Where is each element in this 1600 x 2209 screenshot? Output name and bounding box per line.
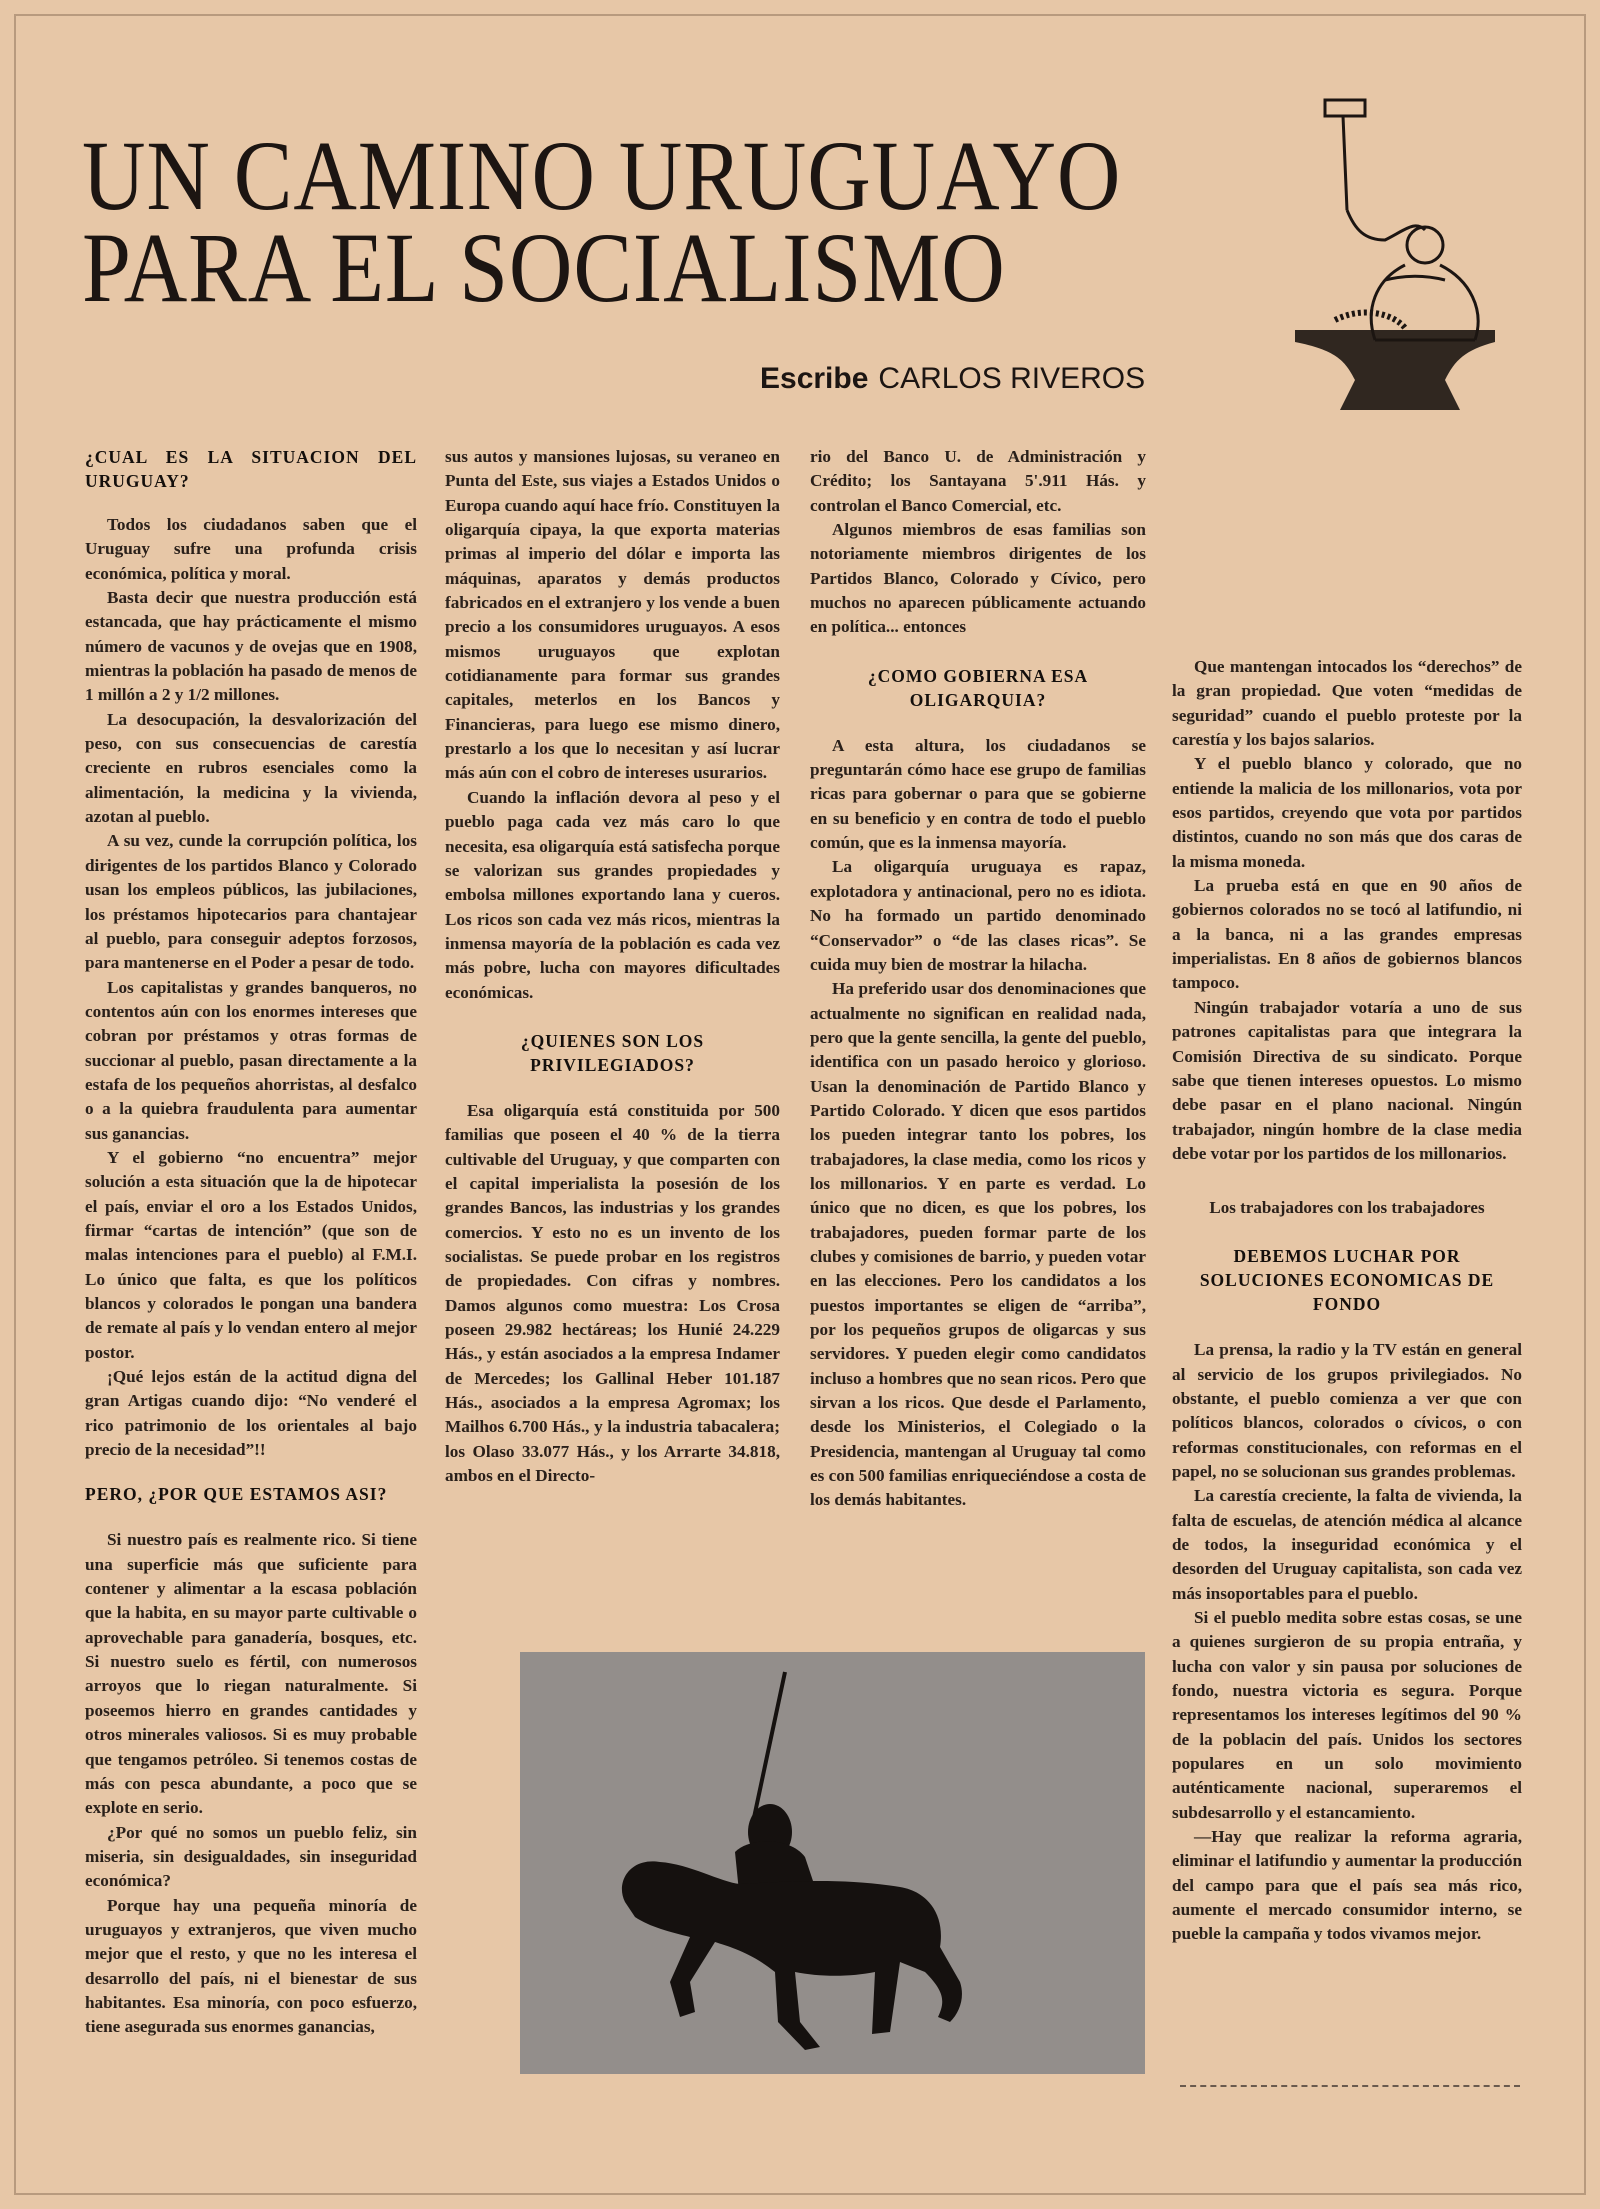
section-subheading: Los trabajadores con los trabajadores	[1209, 1198, 1485, 1218]
anvil-icon	[1295, 330, 1495, 410]
paragraph: rio del Banco U. de Administración y Crédito; los Santayana 5'.911 Hás. y controlan el Banco Comercial, etc.	[810, 447, 1146, 515]
title-line-1: UN CAMINO URUGUAYO	[82, 120, 1122, 231]
paragraph: Algunos miembros de esas familias son notoriamente miembros dirigentes de los Partidos Blanco, Colorado y Cívico, pero muchos no aparecen públicamente actuando en política... entonces	[810, 520, 1146, 637]
paragraph: La prueba está en que en 90 años de gobiernos colorados no se tocó al latifundio, ni a la banca, ni a las grandes empresas imperialistas. En 8 años de gobiernos blancos tampoco.	[1172, 876, 1522, 993]
paragraph: ¿Por qué no somos un pueblo feliz, sin miseria, sin desigualdades, sin inseguridad económica?	[85, 1822, 417, 1891]
section-heading: PERO, ¿POR QUE ESTAMOS ASI?	[85, 1484, 388, 1505]
paragraph: Ha preferido usar dos denominaciones que actualmente no significan en realidad nada, pero que la gente sencilla, la gente del pueblo, identifica con un pasado heroico y glorioso. Usan la denominación de Partido Blanco y Partido Colorado. Y dicen que esos partidos los pueden integrar tanto los pobres, los trabajadores, la clase media, como los ricos y los millonarios. Y en parte es verdad. Lo único que no dicen, es que los pobres, los trabajadores, pueden formar parte de los clubes y comisiones de barrio, y pueden votar en las elecciones. Pero los candidatos a los puestos importantes se eligen de “arriba”, por los pequeños grupos de oligarcas y sus servidores. Y pueden elegir como candidatos incluso a hombres que no sean ricos. Pero que sirvan a los ricos. Que desde el Parlamento, desde los Ministerios, el Colegiado o la Presidencia, mantengan al Uruguay tal como es con 500 familias enriqueciéndose a costa de los demás habitantes.	[810, 979, 1146, 1510]
paragraph: Y el gobierno “no encuentra” mejor solución a esta situación que la de hipotecar el país, enviar el oro a los Estados Unidos, firmar “cartas de intención” (que son de malas intenciones para el pueblo) al F.M.I. Lo único que falta, es que los políticos blancos y colorados le pongan una bandera de remate al país y lo vendan entero al mejor postor.	[85, 1147, 417, 1362]
paragraph: Ningún trabajador votaría a uno de sus patrones capitalistas para que integrara la Comisión Directiva de su sindicato. Porque sabe que tienen intereses opuestos. Lo mismo debe pasar en el plano nacional. Ningún trabajador, ningún hombre de la clase media debe votar por los partidos de los millonarios.	[1172, 997, 1522, 1163]
paragraph: Si nuestro país es realmente rico. Si tiene una superficie más que suficiente para contener y alimentar a la escasa población que la habita, en su mayor parte cultivable o aprovechable para ganadería, bosques, etc. Si nuestro suelo es fértil, con numerosos arroyos que lo riegan naturalmente. Si poseemos hierro en grandes cantidades y otros minerales valiosos. Si es muy probable que tengamos petróleo. Si tenemos costas de más con pesca abundante, a poco que se explote en serio.	[85, 1530, 417, 1818]
section-heading: DEBEMOS LUCHAR POR SOLUCIONES ECONOMICAS DE FONDO	[1199, 1246, 1495, 1315]
article-title	[82, 120, 1122, 323]
paragraph: —Hay que realizar la reforma agraria, eliminar el latifundio y aumentar la producción del campo para que el país sea más rico, aumente el mercado consumidor interno, se pueble la campaña y todos vivamos mejor.	[1172, 1827, 1522, 1944]
paragraph: Que mantengan intocados los “derechos” de la gran propiedad. Que voten “medidas de seguridad” cuando el pueblo proteste por la carestía y los bajos salarios.	[1172, 657, 1522, 750]
paragraph: Esa oligarquía está constituida por 500 familias que poseen el 40 % de la tierra cultivable del Uruguay, y que comparten con el capital imperialista la posesión de los grandes Bancos, las industrias y los grandes comercios. Y esto no es un invento de los socialistas. Se puede probar en los registros de propiedades. Con cifras y nombres. Damos algunos como muestra: Los Crosa poseen 29.982 hectáreas; los Hunié 24.229 Hás., y están asociados a la empresa Indamer de Mercedes; los Gallinal Heber 101.187 Hás., asociados a la empresa Agromax; los Mailhos 6.700 Hás., y la industria tabacalera; los Olaso 33.077 Hás., y los Arrarte 34.818, ambos en el Directo-	[445, 1100, 780, 1486]
paragraph: Porque hay una pequeña minoría de uruguayos y extranjeros, que viven mucho mejor que el resto, y que no les interesa el desarrollo del país, ni el bienestar de sus habitantes. Esa minoría, con poco esfuerzo, tiene asegurada sus enormes ganancias,	[85, 1895, 417, 2037]
paragraph: A su vez, cunde la corrupción política, los dirigentes de los partidos Blanco y Colorado usan los empleos públicos, las jubilaciones, los préstamos hipotecarios para chantajear al pueblo, para conseguir adeptos forzosos, para mantenerse en el Poder a pesar de todo.	[85, 831, 417, 973]
paragraph: La prensa, la radio y la TV están en general al servicio de los grupos privilegiados. No obstante, el pueblo comienza a ver que con políticos blancos, colorados o cívicos, o con reformas constitucionales, con reformas en el papel, no se solucionan sus grandes problemas.	[1172, 1340, 1522, 1481]
byline-prefix: Escribe	[760, 362, 869, 395]
paragraph: Los capitalistas y grandes banqueros, no contentos aún con los enormes intereses que cobran por préstamos y otras formas de succionar al pueblo, pasan directamente a la estafa de los pequeños ahorristas, al desfalco o a la quiebra fraudulenta para aumentar sus ganancias.	[85, 977, 417, 1143]
column-1	[85, 445, 417, 2040]
paragraph: La desocupación, la desvalorización del peso, con sus consecuencias de carestía creciente en rubros esenciales como la alimentación, la medicina y la vivienda, azotan al pueblo.	[85, 709, 417, 827]
paragraph: ¡Qué lejos están de la actitud digna del gran Artigas cuando dijo: “No venderé el rico patrimonio de los orientales al bajo precio de la necesidad”!!	[85, 1367, 417, 1460]
divider	[1180, 2085, 1520, 2087]
byline-author: CARLOS RIVEROS	[878, 362, 1146, 395]
paragraph: Cuando la inflación devora al peso y el pueblo paga cada vez más caro lo que necesita, esa oligarquía está satisfecha porque se valorizan sus grandes propiedades y embolsa millones exportando lana y cueros. Los ricos son cada vez más ricos, mientras la inmensa mayoría de la población es cada vez más pobre, lucha con mayores dificultades económicas.	[445, 787, 780, 1002]
paragraph: Todos los ciudadanos saben que el Uruguay sufre una profunda crisis económica, política y moral.	[85, 515, 417, 583]
column-2	[445, 445, 780, 1488]
hammer-icon	[1325, 100, 1365, 210]
paragraph: La oligarquía uruguaya es rapaz, explotadora y antinacional, pero no es idiota. No ha formado un partido denominado “Conservador” o “de las clases ricas”. Se cuida muy bien de mostrar la hilacha.	[810, 857, 1146, 974]
byline	[760, 362, 1145, 396]
section-heading: ¿COMO GOBIERNA ESA OLIGARQUIA?	[867, 665, 1089, 710]
paragraph: La carestía creciente, la falta de vivienda, la falta de escuelas, de atención médica al alcance de todos, la inseguridad económica y el desorden del Uruguay capitalista, son cada vez más insoportables para el pueblo.	[1172, 1486, 1522, 1603]
equestrian-statue-photo	[520, 1652, 1145, 2074]
column-3	[810, 445, 1146, 1513]
section-heading: ¿QUIENES SON LOS PRIVILEGIADOS?	[520, 1030, 705, 1075]
column-4	[1172, 655, 1522, 1947]
title-line-2: PARA EL SOCIALISMO	[82, 212, 1006, 323]
section-heading: ¿CUAL ES LA SITUACION DEL URUGUAY?	[85, 447, 417, 491]
paragraph: Basta decir que nuestra producción está estancada, que hay prácticamente el mismo número de vacunos y de ovejas que en 1908, mientras la población ha pasado de menos de 1 millón a 2 y 1/2 millones.	[85, 588, 417, 705]
blacksmith-illustration	[1255, 80, 1555, 440]
paragraph: Y el pueblo blanco y colorado, que no entiende la malicia de los millonarios, vota por esos partidos, creyendo que vota por partidos distintos, cuando no son más que dos caras de la misma moneda.	[1172, 754, 1522, 871]
paragraph: A esta altura, los ciudadanos se preguntarán cómo hace ese grupo de familias ricas para gobernar o para que se gobierne en su beneficio y en contra de todo el pueblo común, que es la inmensa mayoría.	[810, 735, 1146, 853]
paragraph: sus autos y mansiones lujosas, su veraneo en Punta del Este, sus viajes a Estados Unidos o Europa cuando aquí hace frío. Constituyen la oligarquía cipaya, la que exporta materias primas al imperio del dólar e importa las máquinas, aparatos y demás productos fabricados en el extranjero y los vende a buen precio a los consumidores uruguayos. A esos mismos uruguayos que explotan cotidianamente para formar sus grandes capitales, meterlos en los Bancos y Financieras, para luego ese mismo dinero, prestarlo a los que lo necesitan y así lucrar más aún con el cobro de intereses usurarios.	[445, 447, 780, 783]
paragraph: Si el pueblo medita sobre estas cosas, se une a quienes surgieron de su propia entraña, y lucha con valor y sin pausa por soluciones de fondo, nuestra victoria es segura. Porque representamos los intereses legítimos del 90 % de la poblacin del país. Unidos los sectores populares en un solo movimiento auténticamente nacional, superaremos el subdesarrollo y el estancamiento.	[1172, 1608, 1522, 1822]
